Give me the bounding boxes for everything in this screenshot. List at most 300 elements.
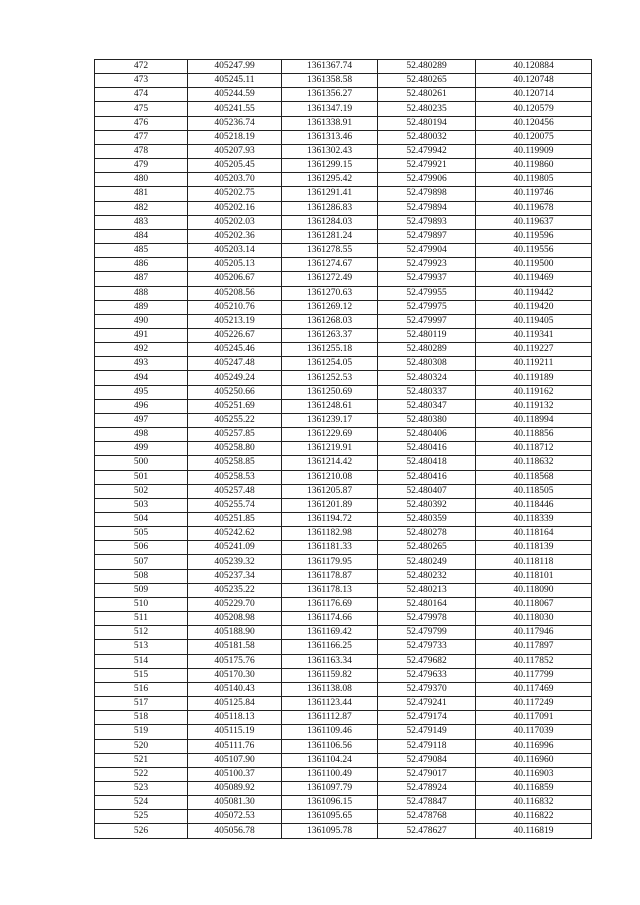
point-number-cell: 504 (95, 513, 188, 527)
latitude-cell: 52.479897 (378, 229, 476, 243)
y-coordinate-cell: 1361347.19 (282, 102, 378, 116)
point-number-cell: 518 (95, 711, 188, 725)
x-coordinate-cell: 405208.56 (188, 286, 282, 300)
longitude-cell: 40.119405 (476, 314, 592, 328)
table-row (95, 102, 592, 116)
point-number-cell: 521 (95, 753, 188, 767)
longitude-cell: 40.117249 (476, 697, 592, 711)
point-number-cell: 522 (95, 767, 188, 781)
table-row (95, 399, 592, 413)
x-coordinate-cell: 405242.62 (188, 527, 282, 541)
latitude-cell: 52.479633 (378, 668, 476, 682)
y-coordinate-cell: 1361255.18 (282, 343, 378, 357)
longitude-cell: 40.116960 (476, 753, 592, 767)
latitude-cell: 52.480289 (378, 343, 476, 357)
latitude-cell: 52.479942 (378, 144, 476, 158)
table-row (95, 753, 592, 767)
latitude-cell: 52.479084 (378, 753, 476, 767)
x-coordinate-cell: 405251.69 (188, 399, 282, 413)
x-coordinate-cell: 405208.98 (188, 612, 282, 626)
table-row (95, 187, 592, 201)
x-coordinate-cell: 405170.30 (188, 668, 282, 682)
table-row (95, 201, 592, 215)
coordinate-table (94, 59, 592, 839)
y-coordinate-cell: 1361302.43 (282, 144, 378, 158)
point-number-cell: 514 (95, 654, 188, 668)
y-coordinate-cell: 1361274.67 (282, 258, 378, 272)
x-coordinate-cell: 405247.99 (188, 60, 282, 74)
longitude-cell: 40.119442 (476, 286, 592, 300)
y-coordinate-cell: 1361106.56 (282, 739, 378, 753)
point-number-cell: 495 (95, 385, 188, 399)
x-coordinate-cell: 405089.92 (188, 781, 282, 795)
table-row (95, 711, 592, 725)
longitude-cell: 40.119341 (476, 328, 592, 342)
latitude-cell: 52.479906 (378, 173, 476, 187)
table-row (95, 215, 592, 229)
y-coordinate-cell: 1361281.24 (282, 229, 378, 243)
table-row (95, 159, 592, 173)
latitude-cell: 52.479893 (378, 215, 476, 229)
y-coordinate-cell: 1361178.13 (282, 583, 378, 597)
x-coordinate-cell: 405118.13 (188, 711, 282, 725)
longitude-cell: 40.119227 (476, 343, 592, 357)
x-coordinate-cell: 405245.11 (188, 74, 282, 88)
latitude-cell: 52.480032 (378, 130, 476, 144)
table-row (95, 513, 592, 527)
longitude-cell: 40.118067 (476, 597, 592, 611)
table-row (95, 796, 592, 810)
point-number-cell: 478 (95, 144, 188, 158)
y-coordinate-cell: 1361358.58 (282, 74, 378, 88)
latitude-cell: 52.479017 (378, 767, 476, 781)
table-row (95, 286, 592, 300)
latitude-cell: 52.480194 (378, 116, 476, 130)
y-coordinate-cell: 1361176.69 (282, 597, 378, 611)
x-coordinate-cell: 405239.32 (188, 555, 282, 569)
y-coordinate-cell: 1361291.41 (282, 187, 378, 201)
x-coordinate-cell: 405249.24 (188, 371, 282, 385)
y-coordinate-cell: 1361138.08 (282, 682, 378, 696)
point-number-cell: 490 (95, 314, 188, 328)
y-coordinate-cell: 1361248.61 (282, 399, 378, 413)
x-coordinate-cell: 405258.53 (188, 470, 282, 484)
x-coordinate-cell: 405100.37 (188, 767, 282, 781)
table-row (95, 668, 592, 682)
longitude-cell: 40.118994 (476, 413, 592, 427)
latitude-cell: 52.480119 (378, 328, 476, 342)
y-coordinate-cell: 1361338.91 (282, 116, 378, 130)
y-coordinate-cell: 1361095.65 (282, 810, 378, 824)
latitude-cell: 52.480265 (378, 74, 476, 88)
latitude-cell: 52.479894 (378, 201, 476, 215)
latitude-cell: 52.480416 (378, 442, 476, 456)
longitude-cell: 40.119805 (476, 173, 592, 187)
x-coordinate-cell: 405213.19 (188, 314, 282, 328)
longitude-cell: 40.119596 (476, 229, 592, 243)
latitude-cell: 52.480418 (378, 456, 476, 470)
x-coordinate-cell: 405218.19 (188, 130, 282, 144)
longitude-cell: 40.118090 (476, 583, 592, 597)
x-coordinate-cell: 405257.48 (188, 484, 282, 498)
y-coordinate-cell: 1361367.74 (282, 60, 378, 74)
point-number-cell: 484 (95, 229, 188, 243)
y-coordinate-cell: 1361299.15 (282, 159, 378, 173)
latitude-cell: 52.480164 (378, 597, 476, 611)
x-coordinate-cell: 405202.16 (188, 201, 282, 215)
y-coordinate-cell: 1361270.63 (282, 286, 378, 300)
table-row (95, 583, 592, 597)
x-coordinate-cell: 405226.67 (188, 328, 282, 342)
point-number-cell: 510 (95, 597, 188, 611)
x-coordinate-cell: 405245.46 (188, 343, 282, 357)
longitude-cell: 40.117852 (476, 654, 592, 668)
latitude-cell: 52.479997 (378, 314, 476, 328)
table-row (95, 258, 592, 272)
y-coordinate-cell: 1361179.95 (282, 555, 378, 569)
point-number-cell: 500 (95, 456, 188, 470)
table-row (95, 781, 592, 795)
table-row (95, 328, 592, 342)
point-number-cell: 520 (95, 739, 188, 753)
y-coordinate-cell: 1361096.15 (282, 796, 378, 810)
y-coordinate-cell: 1361112.87 (282, 711, 378, 725)
table-row (95, 60, 592, 74)
table-row (95, 272, 592, 286)
y-coordinate-cell: 1361181.33 (282, 541, 378, 555)
point-number-cell: 491 (95, 328, 188, 342)
longitude-cell: 40.119500 (476, 258, 592, 272)
x-coordinate-cell: 405241.55 (188, 102, 282, 116)
table-row (95, 385, 592, 399)
point-number-cell: 477 (95, 130, 188, 144)
table-row (95, 314, 592, 328)
latitude-cell: 52.479904 (378, 244, 476, 258)
y-coordinate-cell: 1361095.78 (282, 824, 378, 838)
latitude-cell: 52.479921 (378, 159, 476, 173)
point-number-cell: 492 (95, 343, 188, 357)
x-coordinate-cell: 405251.85 (188, 513, 282, 527)
latitude-cell: 52.480380 (378, 413, 476, 427)
table-row (95, 498, 592, 512)
y-coordinate-cell: 1361174.66 (282, 612, 378, 626)
point-number-cell: 509 (95, 583, 188, 597)
longitude-cell: 40.120075 (476, 130, 592, 144)
x-coordinate-cell: 405205.45 (188, 159, 282, 173)
point-number-cell: 501 (95, 470, 188, 484)
y-coordinate-cell: 1361159.82 (282, 668, 378, 682)
longitude-cell: 40.119189 (476, 371, 592, 385)
y-coordinate-cell: 1361166.25 (282, 640, 378, 654)
latitude-cell: 52.479923 (378, 258, 476, 272)
longitude-cell: 40.117091 (476, 711, 592, 725)
y-coordinate-cell: 1361210.08 (282, 470, 378, 484)
point-number-cell: 497 (95, 413, 188, 427)
longitude-cell: 40.118164 (476, 527, 592, 541)
y-coordinate-cell: 1361286.83 (282, 201, 378, 215)
longitude-cell: 40.118446 (476, 498, 592, 512)
latitude-cell: 52.478847 (378, 796, 476, 810)
y-coordinate-cell: 1361263.37 (282, 328, 378, 342)
latitude-cell: 52.479733 (378, 640, 476, 654)
x-coordinate-cell: 405203.70 (188, 173, 282, 187)
table-row (95, 739, 592, 753)
y-coordinate-cell: 1361295.42 (282, 173, 378, 187)
table-row (95, 173, 592, 187)
x-coordinate-cell: 405235.22 (188, 583, 282, 597)
point-number-cell: 472 (95, 60, 188, 74)
table-row (95, 527, 592, 541)
table-row (95, 74, 592, 88)
x-coordinate-cell: 405236.74 (188, 116, 282, 130)
table-row (95, 300, 592, 314)
table-row (95, 640, 592, 654)
y-coordinate-cell: 1361205.87 (282, 484, 378, 498)
longitude-cell: 40.119556 (476, 244, 592, 258)
point-number-cell: 494 (95, 371, 188, 385)
longitude-cell: 40.117897 (476, 640, 592, 654)
latitude-cell: 52.480324 (378, 371, 476, 385)
latitude-cell: 52.480347 (378, 399, 476, 413)
point-number-cell: 516 (95, 682, 188, 696)
point-number-cell: 473 (95, 74, 188, 88)
y-coordinate-cell: 1361229.69 (282, 428, 378, 442)
point-number-cell: 479 (95, 159, 188, 173)
latitude-cell: 52.479955 (378, 286, 476, 300)
x-coordinate-cell: 405257.85 (188, 428, 282, 442)
y-coordinate-cell: 1361097.79 (282, 781, 378, 795)
longitude-cell: 40.116822 (476, 810, 592, 824)
longitude-cell: 40.116819 (476, 824, 592, 838)
point-number-cell: 519 (95, 725, 188, 739)
latitude-cell: 52.479682 (378, 654, 476, 668)
table-row (95, 244, 592, 258)
longitude-cell: 40.118101 (476, 569, 592, 583)
y-coordinate-cell: 1361272.49 (282, 272, 378, 286)
point-number-cell: 498 (95, 428, 188, 442)
x-coordinate-cell: 405255.74 (188, 498, 282, 512)
table-row (95, 597, 592, 611)
latitude-cell: 52.480407 (378, 484, 476, 498)
longitude-cell: 40.118030 (476, 612, 592, 626)
x-coordinate-cell: 405210.76 (188, 300, 282, 314)
point-number-cell: 487 (95, 272, 188, 286)
latitude-cell: 52.479118 (378, 739, 476, 753)
point-number-cell: 506 (95, 541, 188, 555)
y-coordinate-cell: 1361269.12 (282, 300, 378, 314)
point-number-cell: 505 (95, 527, 188, 541)
latitude-cell: 52.480249 (378, 555, 476, 569)
x-coordinate-cell: 405255.22 (188, 413, 282, 427)
point-number-cell: 475 (95, 102, 188, 116)
longitude-cell: 40.118118 (476, 555, 592, 569)
table-row (95, 88, 592, 102)
table-row (95, 116, 592, 130)
table-row (95, 767, 592, 781)
latitude-cell: 52.479975 (378, 300, 476, 314)
longitude-cell: 40.117039 (476, 725, 592, 739)
x-coordinate-cell: 405188.90 (188, 626, 282, 640)
point-number-cell: 488 (95, 286, 188, 300)
x-coordinate-cell: 405056.78 (188, 824, 282, 838)
latitude-cell: 52.478924 (378, 781, 476, 795)
table-row (95, 555, 592, 569)
y-coordinate-cell: 1361313.46 (282, 130, 378, 144)
point-number-cell: 493 (95, 357, 188, 371)
point-number-cell: 482 (95, 201, 188, 215)
latitude-cell: 52.479174 (378, 711, 476, 725)
longitude-cell: 40.119132 (476, 399, 592, 413)
x-coordinate-cell: 405229.70 (188, 597, 282, 611)
latitude-cell: 52.480359 (378, 513, 476, 527)
longitude-cell: 40.116996 (476, 739, 592, 753)
table-row (95, 442, 592, 456)
x-coordinate-cell: 405202.75 (188, 187, 282, 201)
point-number-cell: 515 (95, 668, 188, 682)
table-row (95, 229, 592, 243)
point-number-cell: 486 (95, 258, 188, 272)
longitude-cell: 40.118505 (476, 484, 592, 498)
point-number-cell: 524 (95, 796, 188, 810)
latitude-cell: 52.479370 (378, 682, 476, 696)
point-number-cell: 474 (95, 88, 188, 102)
latitude-cell: 52.478627 (378, 824, 476, 838)
table-row (95, 824, 592, 838)
longitude-cell: 40.116859 (476, 781, 592, 795)
latitude-cell: 52.480232 (378, 569, 476, 583)
x-coordinate-cell: 405247.48 (188, 357, 282, 371)
latitude-cell: 52.479898 (378, 187, 476, 201)
x-coordinate-cell: 405206.67 (188, 272, 282, 286)
point-number-cell: 476 (95, 116, 188, 130)
longitude-cell: 40.120748 (476, 74, 592, 88)
y-coordinate-cell: 1361123.44 (282, 697, 378, 711)
point-number-cell: 481 (95, 187, 188, 201)
latitude-cell: 52.480265 (378, 541, 476, 555)
point-number-cell: 496 (95, 399, 188, 413)
longitude-cell: 40.120456 (476, 116, 592, 130)
table-row (95, 413, 592, 427)
point-number-cell: 511 (95, 612, 188, 626)
x-coordinate-cell: 405081.30 (188, 796, 282, 810)
point-number-cell: 508 (95, 569, 188, 583)
y-coordinate-cell: 1361278.55 (282, 244, 378, 258)
table-row (95, 144, 592, 158)
longitude-cell: 40.120884 (476, 60, 592, 74)
longitude-cell: 40.118632 (476, 456, 592, 470)
latitude-cell: 52.480261 (378, 88, 476, 102)
point-number-cell: 489 (95, 300, 188, 314)
y-coordinate-cell: 1361219.91 (282, 442, 378, 456)
longitude-cell: 40.118339 (476, 513, 592, 527)
x-coordinate-cell: 405203.14 (188, 244, 282, 258)
x-coordinate-cell: 405181.58 (188, 640, 282, 654)
table-row (95, 357, 592, 371)
latitude-cell: 52.480213 (378, 583, 476, 597)
table-row (95, 456, 592, 470)
table-row (95, 569, 592, 583)
y-coordinate-cell: 1361250.69 (282, 385, 378, 399)
point-number-cell: 483 (95, 215, 188, 229)
longitude-cell: 40.119909 (476, 144, 592, 158)
longitude-cell: 40.119678 (476, 201, 592, 215)
x-coordinate-cell: 405115.19 (188, 725, 282, 739)
point-number-cell: 513 (95, 640, 188, 654)
point-number-cell: 485 (95, 244, 188, 258)
x-coordinate-cell: 405258.85 (188, 456, 282, 470)
y-coordinate-cell: 1361109.46 (282, 725, 378, 739)
y-coordinate-cell: 1361163.34 (282, 654, 378, 668)
x-coordinate-cell: 405205.13 (188, 258, 282, 272)
latitude-cell: 52.479241 (378, 697, 476, 711)
longitude-cell: 40.118856 (476, 428, 592, 442)
latitude-cell: 52.478768 (378, 810, 476, 824)
table-row (95, 371, 592, 385)
latitude-cell: 52.480289 (378, 60, 476, 74)
x-coordinate-cell: 405244.59 (188, 88, 282, 102)
table-row (95, 725, 592, 739)
table-row (95, 654, 592, 668)
latitude-cell: 52.479978 (378, 612, 476, 626)
latitude-cell: 52.479149 (378, 725, 476, 739)
table-row (95, 626, 592, 640)
coordinate-table-body (95, 60, 592, 839)
x-coordinate-cell: 405237.34 (188, 569, 282, 583)
longitude-cell: 40.118568 (476, 470, 592, 484)
y-coordinate-cell: 1361194.72 (282, 513, 378, 527)
table-row (95, 470, 592, 484)
x-coordinate-cell: 405175.76 (188, 654, 282, 668)
x-coordinate-cell: 405125.84 (188, 697, 282, 711)
latitude-cell: 52.479937 (378, 272, 476, 286)
latitude-cell: 52.480235 (378, 102, 476, 116)
table-row (95, 130, 592, 144)
table-row (95, 484, 592, 498)
point-number-cell: 525 (95, 810, 188, 824)
y-coordinate-cell: 1361214.42 (282, 456, 378, 470)
longitude-cell: 40.119420 (476, 300, 592, 314)
longitude-cell: 40.118139 (476, 541, 592, 555)
y-coordinate-cell: 1361268.03 (282, 314, 378, 328)
longitude-cell: 40.118712 (476, 442, 592, 456)
y-coordinate-cell: 1361356.27 (282, 88, 378, 102)
table-row (95, 541, 592, 555)
y-coordinate-cell: 1361254.05 (282, 357, 378, 371)
point-number-cell: 503 (95, 498, 188, 512)
table-row (95, 612, 592, 626)
latitude-cell: 52.480406 (378, 428, 476, 442)
longitude-cell: 40.119746 (476, 187, 592, 201)
x-coordinate-cell: 405202.03 (188, 215, 282, 229)
point-number-cell: 480 (95, 173, 188, 187)
x-coordinate-cell: 405258.80 (188, 442, 282, 456)
latitude-cell: 52.480416 (378, 470, 476, 484)
latitude-cell: 52.480337 (378, 385, 476, 399)
y-coordinate-cell: 1361284.03 (282, 215, 378, 229)
longitude-cell: 40.119211 (476, 357, 592, 371)
y-coordinate-cell: 1361201.89 (282, 498, 378, 512)
point-number-cell: 517 (95, 697, 188, 711)
point-number-cell: 526 (95, 824, 188, 838)
y-coordinate-cell: 1361182.98 (282, 527, 378, 541)
point-number-cell: 523 (95, 781, 188, 795)
longitude-cell: 40.117799 (476, 668, 592, 682)
longitude-cell: 40.119637 (476, 215, 592, 229)
longitude-cell: 40.119860 (476, 159, 592, 173)
x-coordinate-cell: 405202.36 (188, 229, 282, 243)
y-coordinate-cell: 1361239.17 (282, 413, 378, 427)
point-number-cell: 512 (95, 626, 188, 640)
